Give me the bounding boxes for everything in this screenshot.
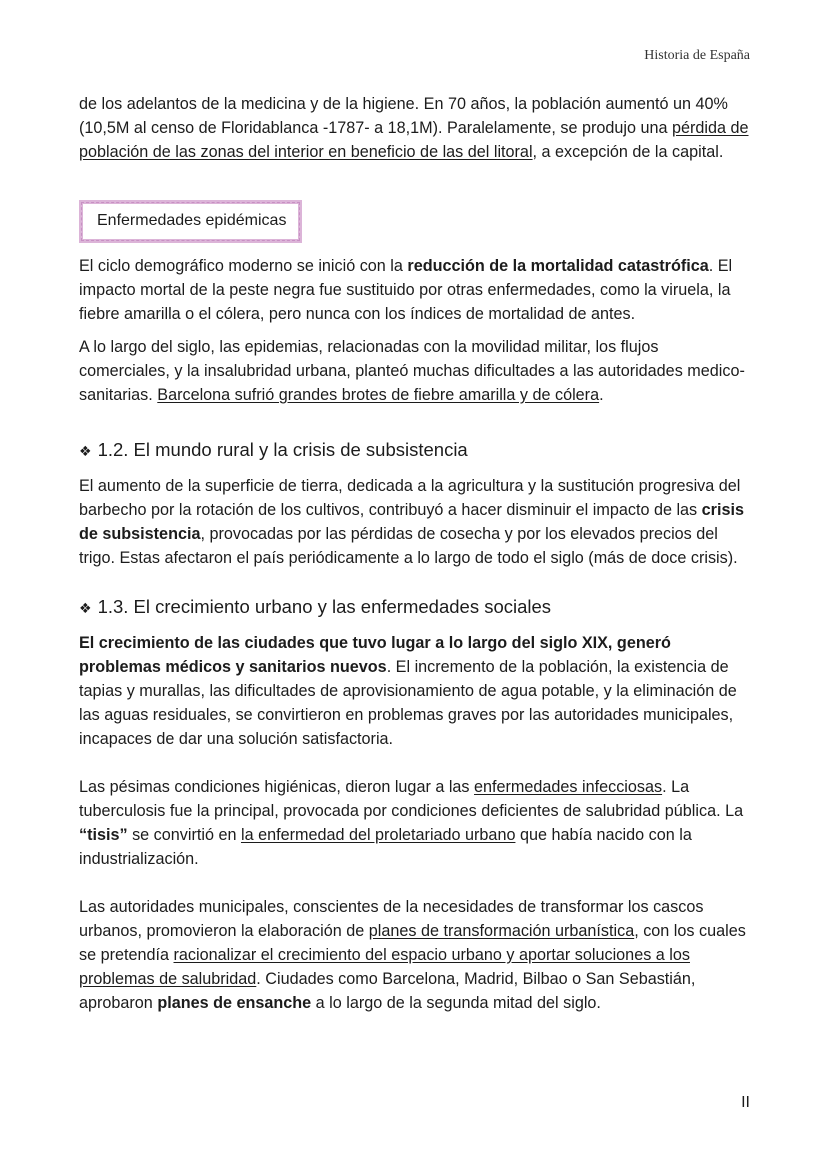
s13-p3-text-1: Las autoridades municipales, conscientes de la necesidades de transformar los cascos urbanos, promovieron la elaboración de	[79, 898, 704, 940]
section-1-2-paragraph	[79, 474, 751, 570]
section-1-3-heading-text: 1.3. El crecimiento urbano y las enfermedades sociales	[97, 596, 552, 617]
s13-p1-bold-1: El crecimiento de las ciudades que tuvo lugar a lo largo del siglo XIX, generó problemas médicos y sanitarios nuevos	[79, 634, 671, 676]
s13-p2-underline-2: la enfermedad del proletariado urbano	[240, 826, 516, 844]
section-1-3-heading	[79, 594, 751, 621]
s13-p2-bold-1: “tisis”	[79, 826, 128, 844]
epidemics-p1-bold-1: reducción de la mortalidad catastrófica	[407, 257, 709, 275]
epidemics-paragraph-2	[79, 335, 751, 407]
intro-text-1: de los adelantos de la medicina y de la higiene. En 70 años, la población aumentó un 40% (10,5M al censo de Floridablanca -1787- a 18,1M). Paralelamente, se produjo una	[79, 95, 728, 137]
epidemics-paragraph-1	[79, 254, 751, 326]
intro-paragraph	[79, 92, 751, 164]
epidemics-p2-text-1: A lo largo del siglo, las epidemias, relacionadas con la movilidad militar, los flujos comerciales, y la insalubridad urbana, planteó muchas dificultades a las autoridades medico-sanitarias.	[79, 338, 745, 404]
s13-p3-text-4: a lo largo de la segunda mitad del siglo.	[311, 994, 601, 1012]
s13-p3-underline-2: racionalizar el crecimiento del espacio urbano y aportar soluciones a los problemas de salubridad	[79, 946, 690, 988]
section-1-2-heading-text: 1.2. El mundo rural y la crisis de subsistencia	[97, 439, 468, 460]
s13-p2-text-3: se convirtió en	[127, 826, 241, 844]
section-1-3-paragraph-1	[79, 631, 751, 751]
s13-p2-text-4: que había nacido con la industrialización.	[79, 826, 692, 868]
s13-p2-underline-1: enfermedades infecciosas	[474, 778, 663, 796]
epidemics-p2-text-2: .	[599, 386, 604, 404]
diamond-bullet-icon: ❖	[79, 443, 92, 459]
section-1-3-paragraph-2	[79, 775, 751, 871]
epidemics-p2-underline-1: Barcelona sufrió grandes brotes de fiebre amarilla y de cólera	[157, 386, 600, 404]
epidemics-box-title: Enfermedades epidémicas	[79, 200, 302, 243]
s13-p2-text-1: Las pésimas condiciones higiénicas, dieron lugar a las	[79, 778, 475, 796]
epidemics-p1-text-1: El ciclo demográfico moderno se inició con la	[79, 257, 408, 275]
intro-text-2: , a excepción de la capital.	[532, 143, 724, 161]
section-1-2-heading	[79, 437, 751, 464]
s13-p3-text-3: . Ciudades como Barcelona, Madrid, Bilbao o San Sebastián, aprobaron	[79, 970, 696, 1012]
epidemics-p1-text-2: . El impacto mortal de la peste negra fue sustituido por otras enfermedades, como la viruela, la fiebre amarilla o el cólera, pero nunca con los índices de mortalidad de antes.	[79, 257, 733, 323]
diamond-bullet-icon: ❖	[79, 600, 92, 616]
intro-underline-1: pérdida de población de las zonas del interior en beneficio de las del litoral	[79, 119, 749, 161]
page-number: II	[741, 1094, 750, 1111]
s13-p1-text-1: . El incremento de la población, la existencia de tapias y murallas, las dificultades de aprovisionamiento de agua potable, y la eliminación de las aguas residuales, se convirtieron en problemas graves por las autoridades municipales, incapaces de dar una solución satisfactoria.	[79, 658, 737, 748]
s12-text-1: El aumento de la superficie de tierra, dedicada a la agricultura y la sustitución progresiva del barbecho por la rotación de los cultivos, contribuyó a hacer disminuir el impacto de las	[79, 477, 741, 519]
section-1-3-paragraph-3	[79, 895, 751, 1015]
s13-p3-text-2: , con los cuales se pretendía	[79, 922, 746, 964]
document-body	[79, 92, 751, 1015]
s12-bold-1: crisis de subsistencia	[79, 501, 744, 543]
s13-p3-bold-1: planes de ensanche	[157, 994, 312, 1012]
s12-text-2: , provocadas por las pérdidas de cosecha y por los elevados precios del trigo. Estas afectaron el país periódicamente a lo largo de todo el siglo (más de doce crisis).	[79, 525, 738, 567]
page-header-title: Historia de España	[644, 48, 750, 63]
s13-p2-text-2: . La tuberculosis fue la principal, provocada por condiciones deficientes de salubridad pública. La	[79, 778, 744, 820]
s13-p3-underline-1: planes de transformación urbanística	[368, 922, 635, 940]
